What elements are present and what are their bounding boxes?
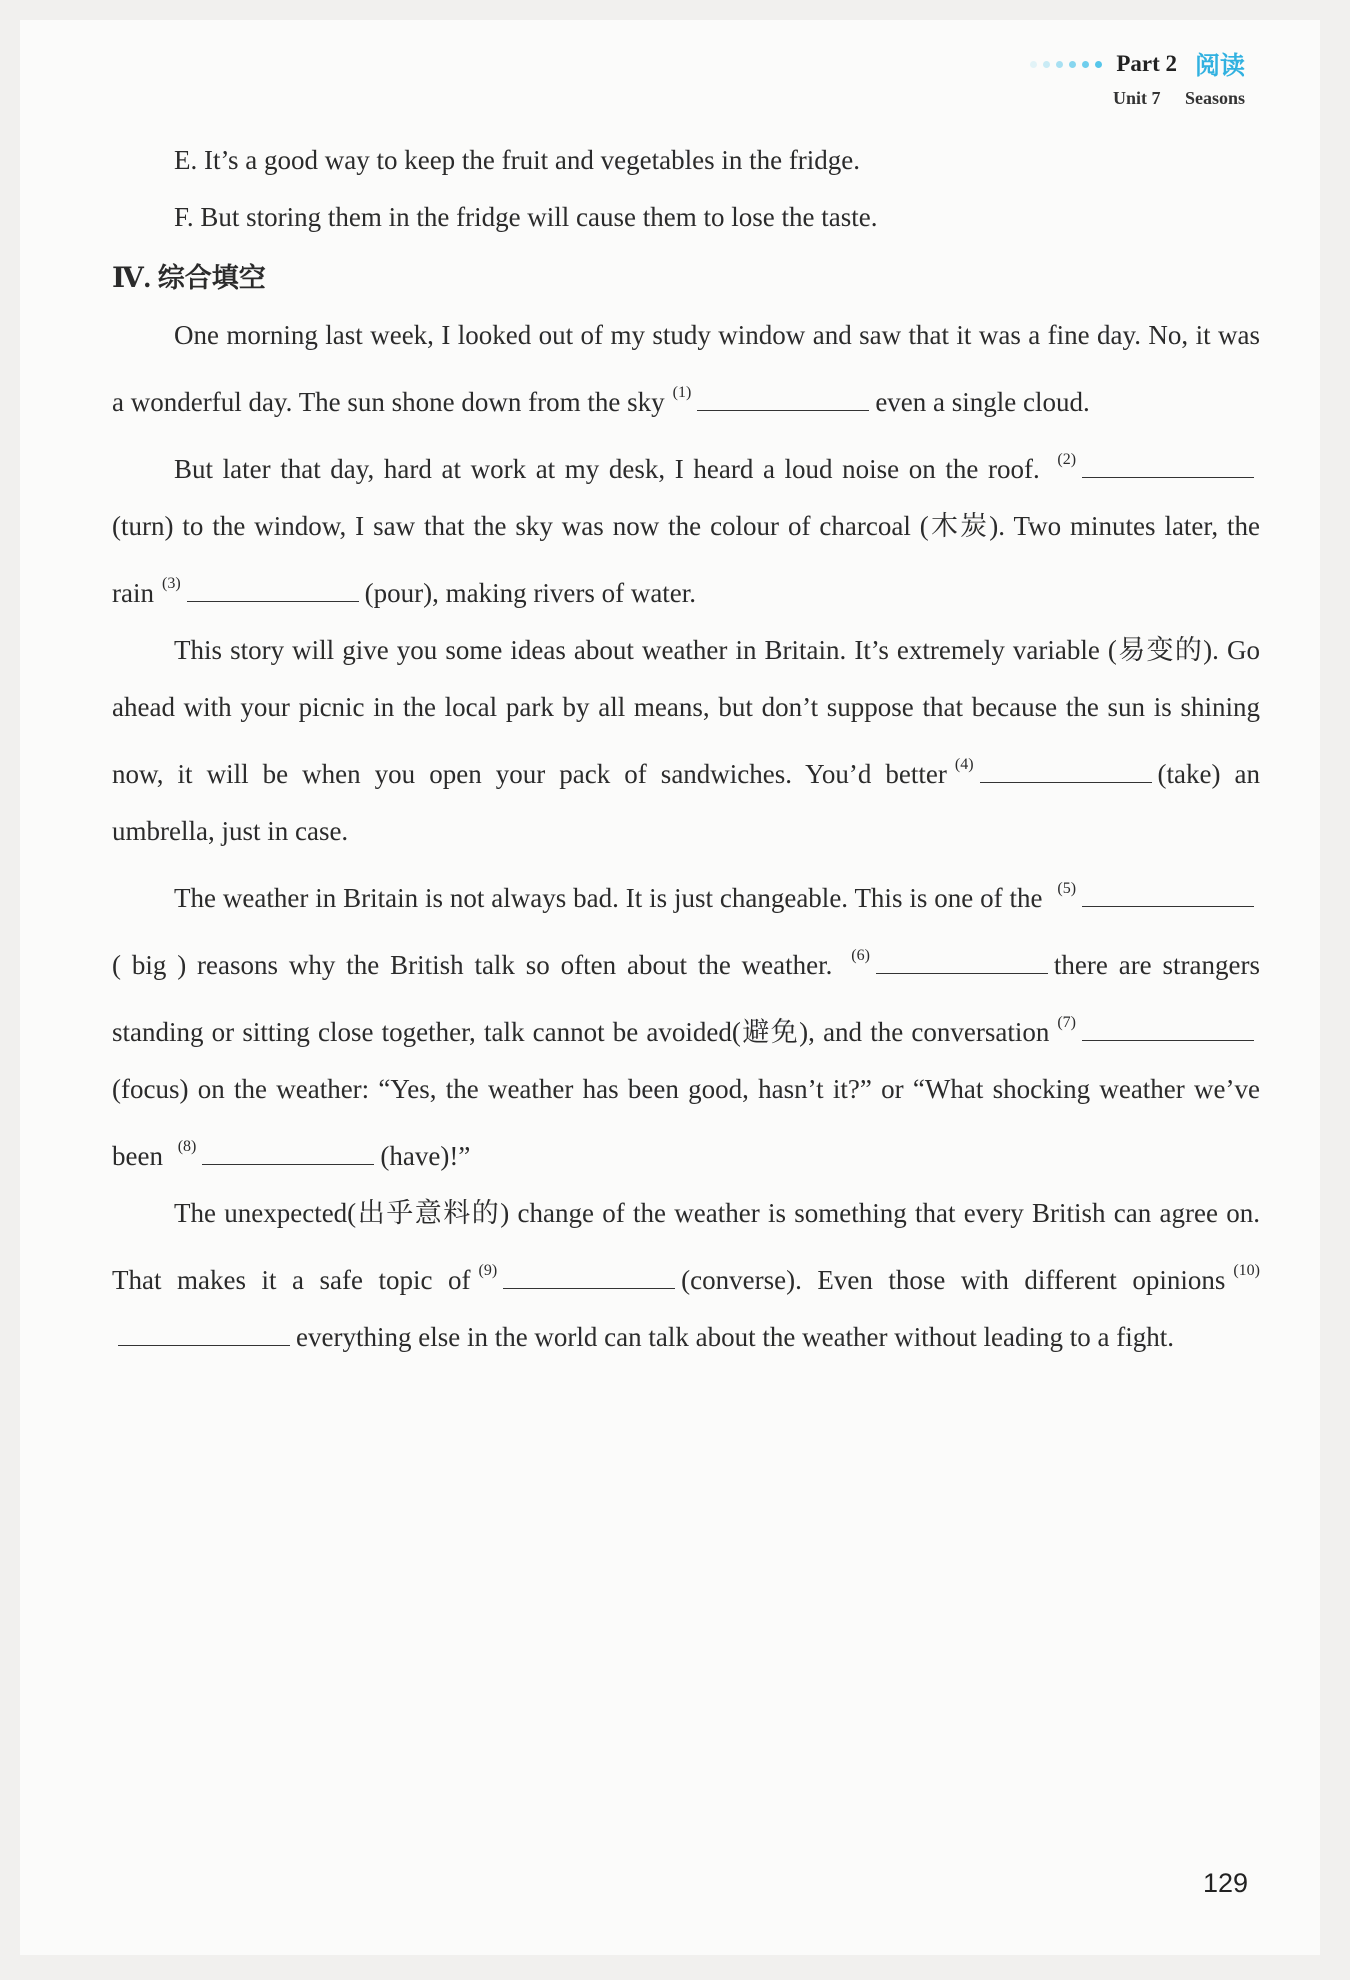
answer-blank-3[interactable] [187, 575, 359, 602]
page-header [1030, 46, 1245, 109]
part-cn-label: 阅读 [1194, 51, 1245, 80]
answer-blank-9[interactable] [503, 1262, 675, 1289]
page-number: 129 [1202, 1868, 1248, 1898]
section-title [112, 250, 1260, 307]
blank-number: (1) [672, 384, 692, 401]
answer-blank-10[interactable] [118, 1319, 290, 1346]
answer-blank-5[interactable] [1082, 880, 1254, 907]
paragraph-5: The unexpected(出乎意料的) change of the weather is something that every British can agree on. That makes it a safe topic of $^{(9)}$ (converse). Even those with different opinions $^{(10)}$everything else in the world can talk about the weather without leading to a fight. [112, 1198, 1260, 1352]
blank-number: (2) [1057, 451, 1077, 468]
blank-number: (3) [161, 575, 181, 592]
paragraph-4: The weather in Britain is not always bad. It is just changeable. This is one of the $^{(5)}$( big ) reasons why the British talk so often about the weather. $^{(6)}$ there are strangers standing or sitting close together, talk cannot be avoided(避免), and the conversation $^{(7)}$(focus) on the weather: “Yes, the weather has been good, hasn’t it?” or “What shocking weather we’ve been $^{(8)}$ (have)!” [112, 880, 1260, 1171]
answer-blank-4[interactable] [980, 756, 1152, 783]
page [20, 20, 1320, 1955]
main-content [112, 132, 1260, 1366]
blank-number: (6) [851, 947, 870, 964]
answer-blank-2[interactable] [1082, 451, 1254, 478]
answer-blank-8[interactable] [202, 1138, 374, 1165]
section-numeral: Ⅳ. [112, 263, 151, 294]
blank-number: (8) [177, 1138, 197, 1155]
unit-title: Seasons [1184, 88, 1245, 108]
blank-number: (7) [1057, 1014, 1076, 1031]
option-f: F. But storing them in the fridge will cause them to lose the taste. [174, 202, 878, 232]
answer-blank-6[interactable] [876, 947, 1048, 974]
answer-blank-7[interactable] [1082, 1014, 1254, 1041]
unit-label: Unit 7 [1112, 88, 1161, 108]
paragraph-1: One morning last week, I looked out of my study window and saw that it was a fine day. No, it was a wonderful day. The sun shone down from the sky $^{(1)}$ even a single cloud. [112, 320, 1260, 417]
answer-blank-1[interactable] [697, 384, 869, 411]
paragraph-2: But later that day, hard at work at my desk, I heard a loud noise on the roof. $^{(2)}$(turn) to the window, I saw that the sky was now the colour of charcoal (木炭). Two minutes later, the rain $^{(3)}$ (pour), making rivers of water. [112, 451, 1260, 608]
blank-number: (9) [478, 1262, 498, 1279]
section-title-text: 综合填空 [157, 263, 266, 294]
blank-number: (4) [954, 756, 974, 773]
option-e: E. It’s a good way to keep the fruit and vegetables in the fridge. [174, 145, 861, 175]
paragraph-3: This story will give you some ideas about weather in Britain. It’s extremely variable (易变的). Go ahead with your picnic in the local park by all means, but don’t suppose that because the sun is shining now, it will be when you open your pack of sandwiches. You’d better $^{(4)}$ (take) an umbrella, just in case. [112, 635, 1260, 846]
decorative-dots-icon [1030, 61, 1102, 68]
blank-number: (10) [1233, 1262, 1260, 1279]
part-label: Part 2 [1116, 51, 1177, 76]
blank-number: (5) [1057, 880, 1077, 897]
